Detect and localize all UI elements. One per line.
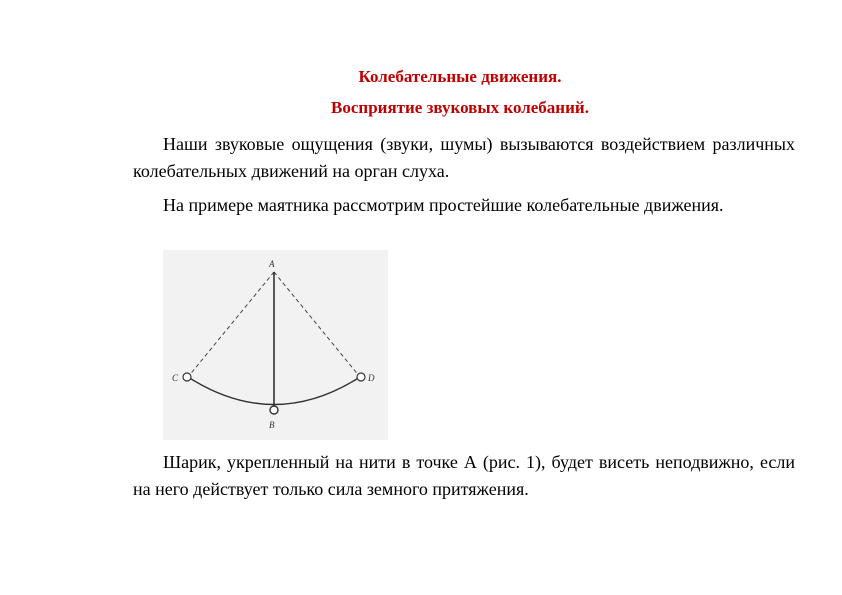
paragraph-2-text: На примере маятника рассмотрим простейшие колебательные движения. [163,195,724,215]
page-subtitle: Восприятие звуковых колебаний. [331,98,589,117]
label-c: C [172,373,179,383]
label-b: B [269,420,275,430]
paragraph-1 [133,131,795,185]
ball-rest-position [270,406,278,414]
pendulum-figure [163,250,388,440]
label-d: D [368,373,375,383]
label-a: A [269,259,275,269]
paragraph-3 [133,449,795,503]
paragraph-1-text: Наши звуковые ощущения (звуки, шумы) вызываются воздействием различных колебательных движений на орган слуха. [133,134,795,181]
page-title: Колебательные движения. [358,67,562,86]
paragraph-2 [133,192,795,219]
paragraph-3-text: Шарик, укрепленный на нити в точке А (рис. 1), будет висеть неподвижно, если на него действует только сила земного притяжения. [133,452,795,499]
ball-right-position [357,373,365,381]
ball-left-position [183,373,191,381]
